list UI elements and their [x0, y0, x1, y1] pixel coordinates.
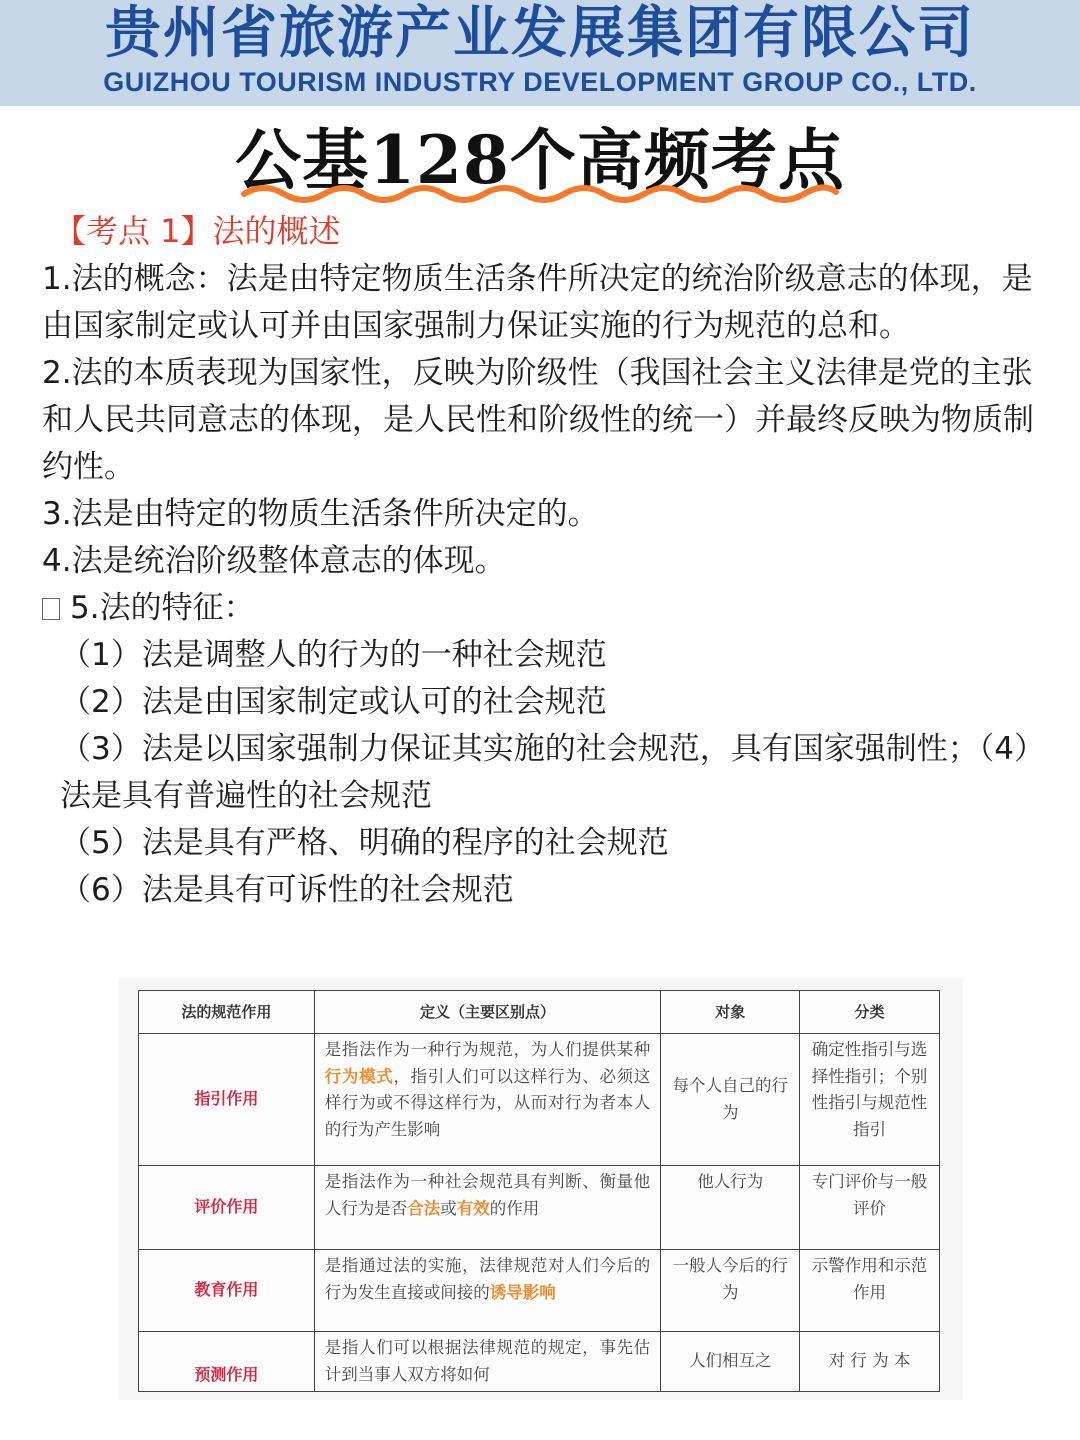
- table-row: [139, 1250, 940, 1332]
- row-name: 教育作用: [139, 1250, 315, 1332]
- header-object: 对象: [661, 991, 800, 1034]
- header-definition: 定义（主要区别点）: [314, 991, 661, 1034]
- header-function: 法的规范作用: [139, 991, 315, 1034]
- features-title: 5.法的特征：: [70, 590, 255, 626]
- row-definition: [314, 1250, 661, 1332]
- definition-text: 是指人们可以根据法律规范的规定，事先估计到当事人双方将如何: [324, 1338, 651, 1384]
- feature-item: [42, 726, 1042, 820]
- law-functions-table-image: [118, 978, 963, 1400]
- table-header-row: [139, 991, 940, 1034]
- row-object: 一般人今后的行为: [661, 1250, 800, 1332]
- row-name: 评价作用: [139, 1166, 315, 1250]
- row-definition: [314, 1166, 661, 1250]
- section-heading: 【考点 1】法的概述: [54, 212, 341, 250]
- feature-item: （1）法是调整人的行为的一种社会规范: [60, 637, 607, 673]
- paragraph-4: 4.法是统治阶级整体意志的体现。: [42, 543, 506, 579]
- row-category: 对 行 为 本: [800, 1332, 940, 1392]
- paragraph-2: 2.法的本质表现为国家性，反映为阶级性（我国社会主义法律是党的主张和人民共同意志的体现，是人民性和阶级性的统一）并最终反映为物质制约性。: [42, 355, 1034, 485]
- row-object: 每个人自己的行为: [661, 1034, 800, 1166]
- definition-text: 是指法作为一种社会规范具有判断、衡量他人行为是否: [324, 1172, 651, 1218]
- definition-highlight: 行为模式: [324, 1066, 394, 1086]
- definition-text: 是指法作为一种行为规范，为人们提供某种: [324, 1040, 651, 1059]
- definition-highlight: 诱导影响: [489, 1282, 556, 1302]
- checkbox-icon: [42, 598, 60, 620]
- paragraph-3: 3.法是由特定的物质生活条件所决定的。: [42, 496, 599, 532]
- row-name: 预测作用: [139, 1332, 315, 1392]
- row-name: 指引作用: [139, 1034, 315, 1166]
- feature-item: （2）法是由国家制定或认可的社会规范: [60, 684, 607, 720]
- row-object: 人们相互之: [661, 1332, 800, 1392]
- row-definition: [314, 1034, 661, 1166]
- page-title: 公基128个高频考点: [235, 121, 845, 199]
- table-row: [139, 1332, 940, 1392]
- definition-highlight: 合法: [407, 1198, 441, 1218]
- section-content: [42, 256, 1042, 914]
- company-banner: [0, 0, 1080, 106]
- definition-text: 是指通过法的实施，法律规范对人们今后的行为发生直接或间接的: [324, 1256, 651, 1302]
- row-object: 他人行为: [661, 1166, 800, 1250]
- table-row: [139, 1166, 940, 1250]
- table-row: [139, 1034, 940, 1166]
- header-category: 分类: [800, 991, 940, 1034]
- feature-item: （5）法是具有严格、明确的程序的社会规范: [60, 825, 669, 861]
- feature-item-text: （3）法是以国家强制力保证其实施的社会规范，具有国家强制性；（4）法是具有普遍性的社会规范: [60, 731, 1030, 814]
- definition-text: ，指引人们可以这样行为、必须这样行为或不得这样行为，从而对行为者本人的行为产生影响: [324, 1066, 651, 1139]
- company-name-cn: 贵州省旅游产业发展集团有限公司: [105, 1, 975, 66]
- paragraph-1: 1.法的概念：法是由特定物质生活条件所决定的统治阶级意志的体现，是由国家制定或认可并由国家强制力保证实施的行为规范的总和。: [42, 261, 1033, 344]
- definition-text: 或: [440, 1198, 457, 1218]
- feature-item: （6）法是具有可诉性的社会规范: [60, 872, 514, 908]
- row-category: 示警作用和示范作用: [800, 1250, 940, 1332]
- row-definition: [314, 1332, 661, 1392]
- features-title-line: [42, 585, 1042, 632]
- row-category: 专门评价与一般评价: [800, 1166, 940, 1250]
- definition-text: 的作用: [489, 1198, 540, 1218]
- row-category: 确定性指引与选择性指引；个别性指引与规范性指引: [800, 1034, 940, 1166]
- definition-highlight: 有效: [456, 1198, 490, 1218]
- company-name-en: GUIZHOU TOURISM INDUSTRY DEVELOPMENT GROUP CO., LTD.: [103, 67, 977, 97]
- law-functions-table: [138, 990, 940, 1392]
